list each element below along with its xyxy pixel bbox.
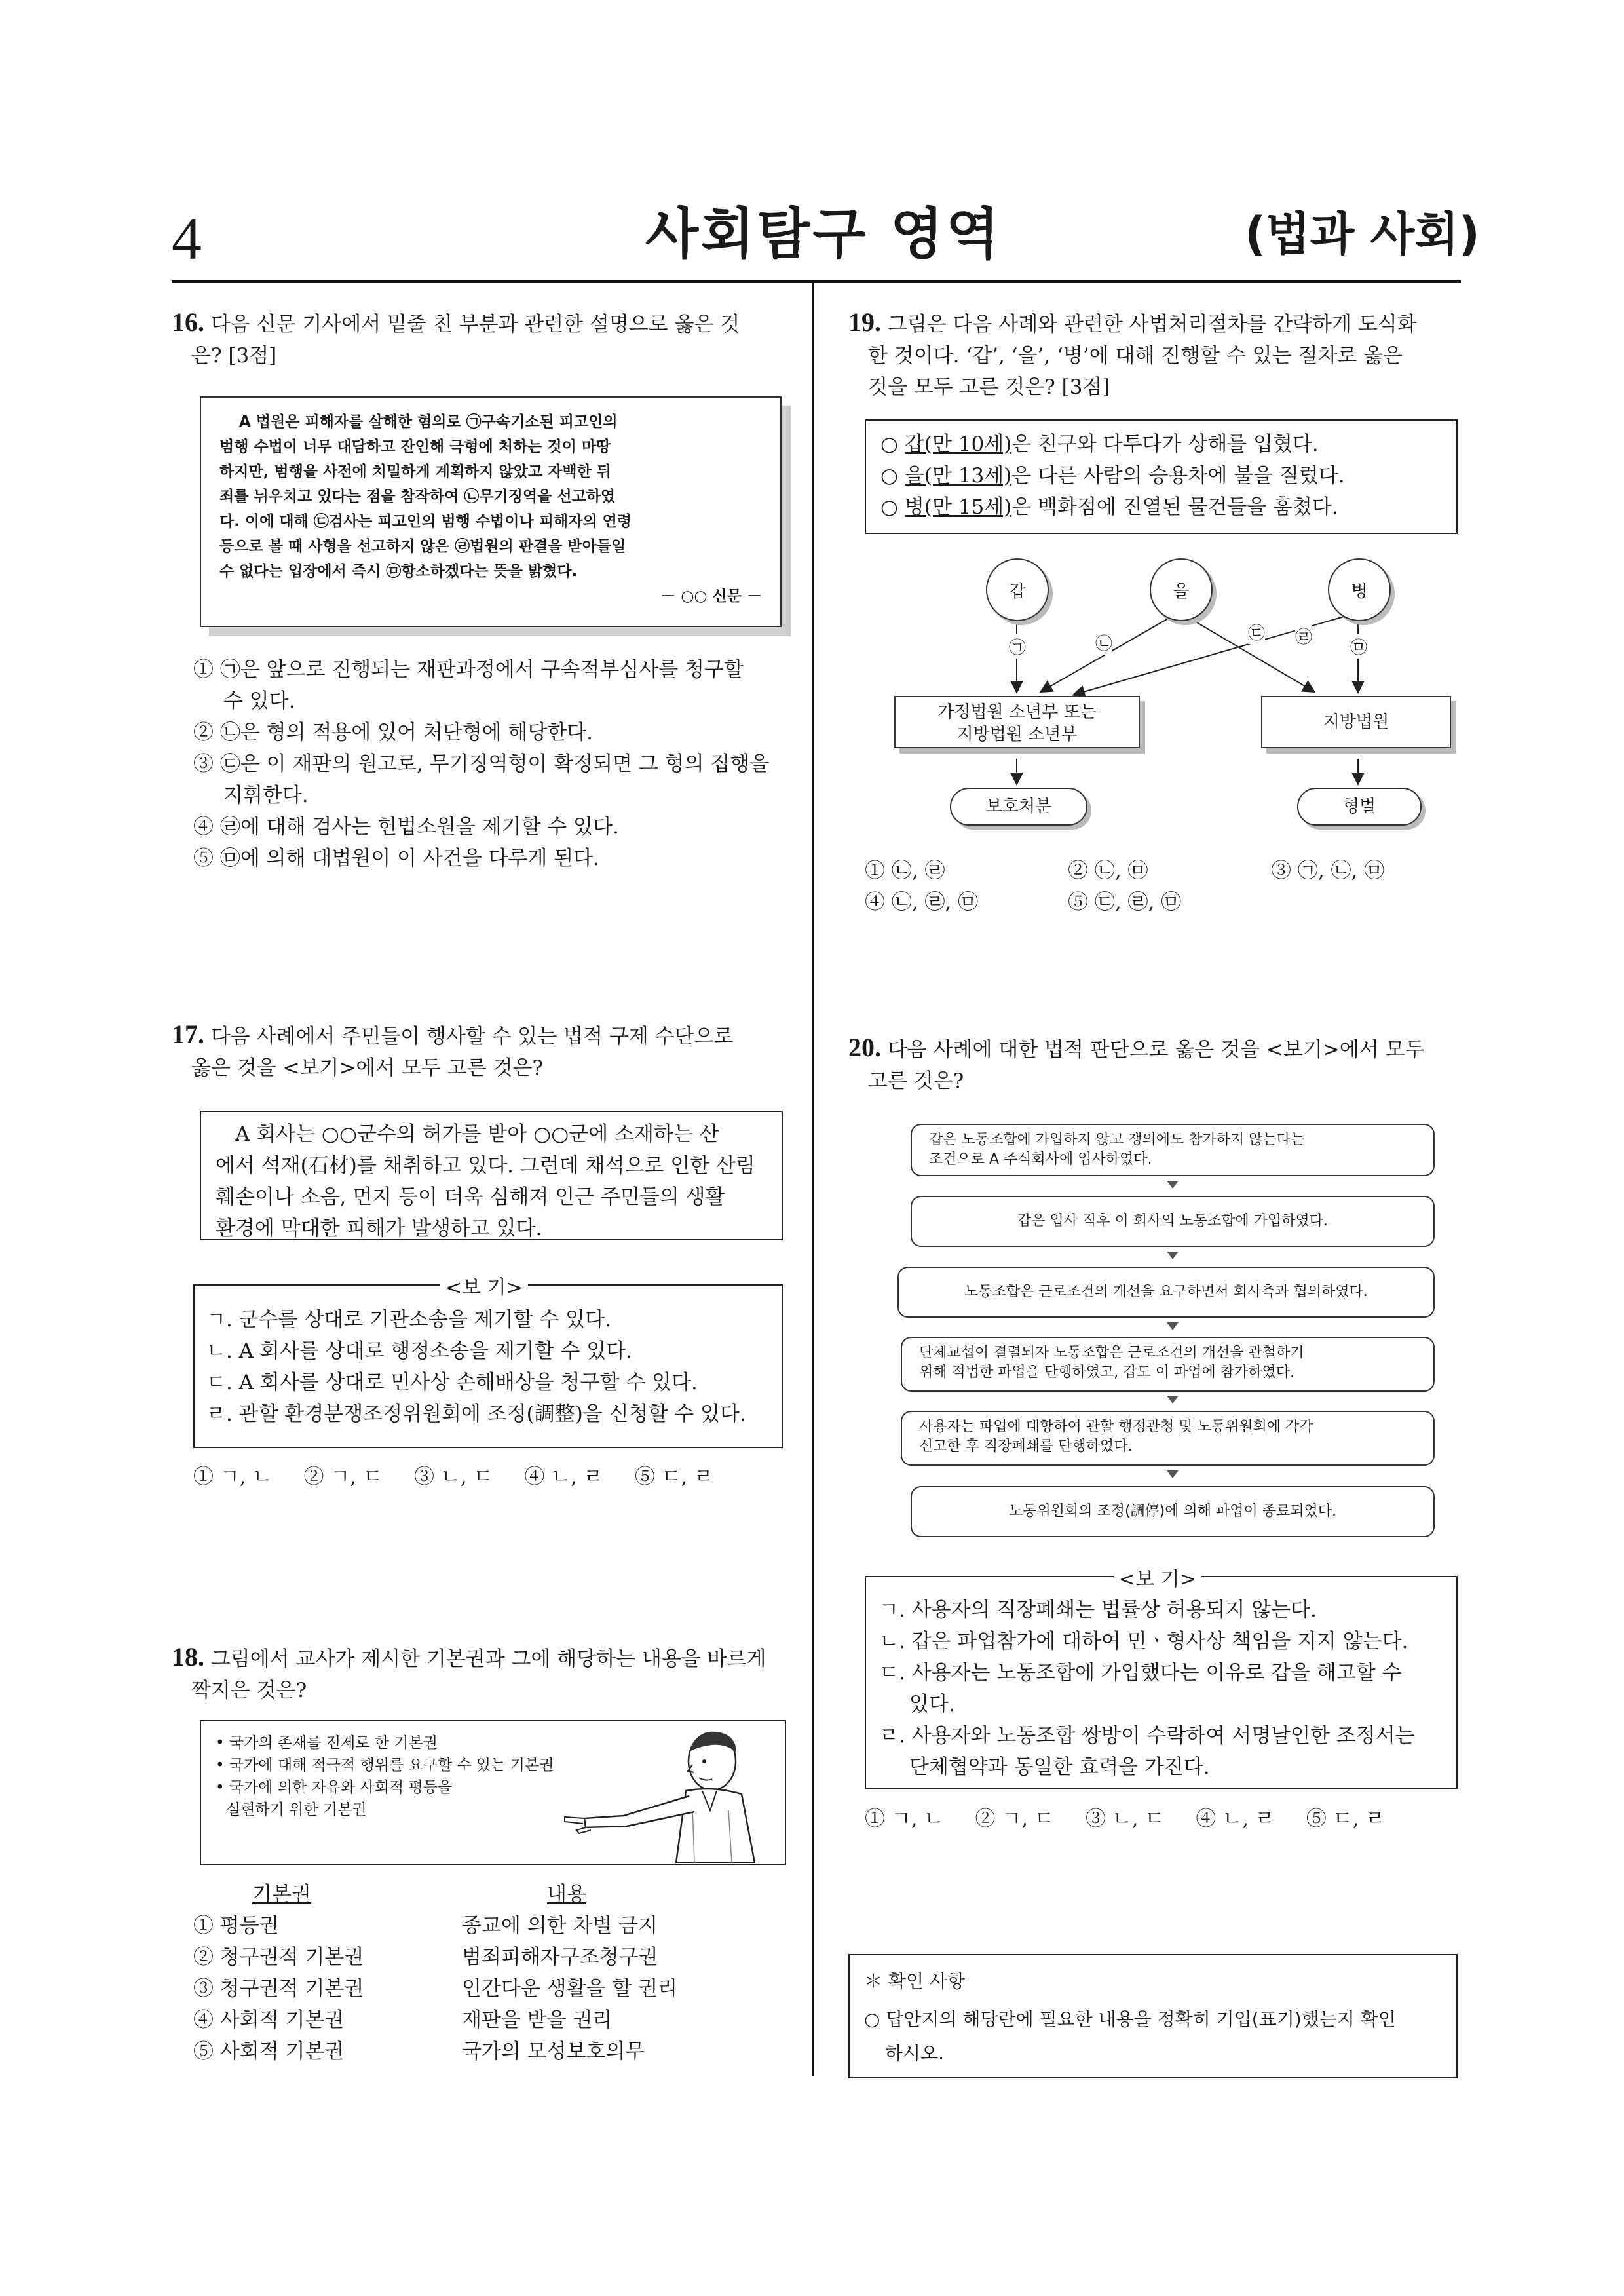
q18-option-5-left: ⑤ 사회적 기본권 — [193, 2040, 345, 2063]
q20-bogi-item: 단체협약과 동일한 효력을 가진다. — [909, 1755, 1210, 1779]
q17-answer-2[interactable]: ② ㄱ, ㄷ — [303, 1465, 383, 1489]
q18-option-1[interactable] — [193, 1910, 796, 1942]
q19-answer-3[interactable]: ③ ㉠, ㉡, ㉤ — [1271, 859, 1385, 883]
q20-flow-4-line2: 위해 적법한 파업을 단행하였고, 갑도 이 파업에 참가하였다. — [919, 1364, 1294, 1381]
q18-option-4-right: 재판을 받을 권리 — [462, 2008, 613, 2032]
q16-article-line: 등으로 볼 때 사형을 선고하지 않은 ㉣법원의 판결을 받아들일 — [219, 538, 626, 555]
q19-case-2: ○ 을(만 13세)은 다른 사람의 승용차에 불을 질렀다. — [880, 464, 1345, 488]
node-byeong: 병 — [1328, 558, 1391, 621]
q20-flow-step-6: 노동위원회의 조정(調停)에 의해 파업이 종료되었다. — [911, 1486, 1435, 1537]
q18-col-header-right: 내용 — [547, 1883, 586, 1906]
court-left-line1: 가정법원 소년부 또는 — [937, 702, 1097, 722]
q20-flow-5-line2: 신고한 후 직장폐쇄를 단행하였다. — [919, 1438, 1133, 1455]
q18-col-header-left: 기본권 — [252, 1883, 311, 1906]
mark-4: ㉣ — [1295, 624, 1312, 648]
q18-option-2-right: 범죄피해자구조청구권 — [462, 1945, 658, 1969]
q16-option-2[interactable]: ② ㉡은 형의 적용에 있어 처단형에 해당한다. — [193, 721, 594, 744]
q18-option-3-left: ③ 청구권적 기본권 — [193, 1977, 364, 2000]
q16-article-line: 죄를 뉘우치고 있다는 점을 참작하여 ㉡무기징역을 선고하였 — [219, 488, 616, 505]
result-protective-disposition: 보호처분 — [950, 788, 1087, 826]
q19-answers-row2 — [865, 887, 1454, 918]
q16-article-line: 범행 수법이 너무 대담하고 잔인해 극형에 처하는 것이 마땅 — [219, 438, 611, 455]
q16-source: － ○○ 신문 － — [660, 588, 762, 605]
q17-case-line: A 회사는 ○○군수의 허가를 받아 ○○군에 소재하는 산 — [235, 1122, 719, 1146]
q20-answer-5[interactable]: ⑤ ㄷ, ㄹ — [1306, 1807, 1386, 1831]
q18-option-5[interactable] — [193, 2036, 796, 2067]
q19-case-3: ○ 병(만 15세)은 백화점에 진열된 물건들을 훔쳤다. — [880, 495, 1338, 519]
q20-flow-step-2: 갑은 입사 직후 이 회사의 노동조합에 가입하였다. — [911, 1196, 1435, 1247]
q17-bogi-item: ㄷ. A 회사를 상대로 민사상 손해배상을 청구할 수 있다. — [206, 1371, 698, 1394]
q20-bogi-item: 있다. — [909, 1693, 955, 1716]
result-punishment: 형벌 — [1297, 788, 1422, 826]
q20-flow-4-line1: 단체교섭이 결렬되자 노동조합은 근로조건의 개선을 관철하기 — [919, 1345, 1304, 1361]
q18-stem-line1: 그림에서 교사가 제시한 기본권과 그에 해당하는 내용을 바르게 — [210, 1647, 766, 1671]
q18-bullet: • 국가의 존재를 전제로 한 기본권 — [216, 1734, 438, 1751]
q17-answers — [193, 1461, 796, 1493]
q20-flow-step-3: 노동조합은 근로조건의 개선을 요구하면서 회사측과 협의하였다. — [897, 1267, 1435, 1318]
q20-bogi-item: ㄷ. 사용자는 노동조합에 가입했다는 이유로 갑을 해고할 수 — [879, 1661, 1402, 1685]
q20-flow-1-line1: 갑은 노동조합에 가입하지 않고 쟁의에도 참가하지 않는다는 — [929, 1132, 1305, 1148]
q19-stem-line3: 것을 모두 고른 것은? [3점] — [868, 375, 1110, 399]
q17-stem — [172, 1019, 787, 1084]
q17-stem-line2: 옳은 것을 <보기>에서 모두 고른 것은? — [191, 1056, 544, 1080]
q17-case-box — [200, 1111, 783, 1240]
q20-bogi-item: ㄹ. 사용자와 노동조합 쌍방이 수락하여 서명날인한 조정서는 — [879, 1724, 1415, 1748]
q18-bullet: 실현하기 위한 기본권 — [226, 1801, 367, 1818]
q17-bogi-label: <보 기> — [440, 1271, 528, 1300]
notice-line2: 하시오. — [885, 2042, 945, 2064]
q20-number: 20. — [848, 1033, 881, 1062]
q19-stem-line2: 한 것이다. ‘갑’, ‘을’, ‘병’에 대해 진행할 수 있는 절차로 옳은 — [868, 344, 1403, 368]
q18-bullet: • 국가에 대해 적극적 행위를 요구할 수 있는 기본권 — [216, 1757, 554, 1774]
q17-bogi-item: ㄹ. 관할 환경분쟁조정위원회에 조정(調整)을 신청할 수 있다. — [206, 1402, 746, 1426]
q16-number: 16. — [172, 307, 204, 337]
q20-answer-2[interactable]: ② ㄱ, ㄷ — [975, 1807, 1054, 1831]
q18-option-2[interactable] — [193, 1942, 796, 1973]
q18-option-3-right: 인간다운 생활을 할 권리 — [462, 1977, 678, 2000]
q20-answer-1[interactable]: ① ㄱ, ㄴ — [865, 1807, 944, 1831]
q20-flow-1-line2: 조건으로 A 주식회사에 입사하였다. — [929, 1151, 1152, 1168]
q20-flow-step-4 — [901, 1337, 1435, 1392]
q20-flow-step-5 — [901, 1411, 1435, 1466]
q17-case-line: 에서 석재(石材)를 채취하고 있다. 그런데 채석으로 인한 산림 — [216, 1154, 755, 1177]
q17-answer-5[interactable]: ⑤ ㄷ, ㄹ — [634, 1465, 714, 1489]
q20-answers — [865, 1803, 1454, 1835]
subject-subtitle: (법과 사회) — [1245, 207, 1480, 261]
q16-article-line: 다. 이에 대해 ㉢검사는 피고인의 범행 수법이나 피해자의 연령 — [219, 513, 632, 530]
q19-answer-1[interactable]: ① ㉡, ㉣ — [865, 859, 945, 883]
flow-arrow — [1167, 1181, 1179, 1189]
q17-number: 17. — [172, 1020, 204, 1049]
notice-line1: ○ 답안지의 해당란에 필요한 내용을 정확히 기입(표기)했는지 확인 — [864, 2008, 1396, 2030]
q16-options — [193, 654, 796, 874]
q16-option-3[interactable]: ③ ㉢은 이 재판의 원고로, 무기징역형이 확정되면 그 형의 집행을 — [193, 752, 770, 776]
q19-stem-line1: 그림은 다음 사례와 관련한 사법처리절차를 간략하게 도식화 — [887, 313, 1417, 336]
q18-option-4[interactable] — [193, 2004, 796, 2036]
q20-answer-3[interactable]: ③ ㄴ, ㄷ — [1085, 1807, 1165, 1831]
q19-answer-2[interactable]: ② ㉡, ㉤ — [1068, 859, 1148, 883]
column-divider — [812, 283, 814, 2076]
q17-bogi-item: ㄴ. A 회사를 상대로 행정소송을 제기할 수 있다. — [206, 1339, 633, 1363]
court-left-line2: 지방법원 소년부 — [956, 725, 1078, 744]
q18-number: 18. — [172, 1642, 204, 1672]
q19-answer-5[interactable]: ⑤ ㉢, ㉣, ㉤ — [1068, 890, 1182, 914]
q16-option-5[interactable]: ⑤ ㉤에 의해 대법원이 이 사건을 다루게 된다. — [193, 847, 599, 870]
q18-option-5-right: 국가의 모성보호의무 — [462, 2040, 645, 2063]
flow-arrow — [1167, 1322, 1179, 1330]
q17-answer-3[interactable]: ③ ㄴ, ㄷ — [413, 1465, 493, 1489]
q19-answers-row1 — [865, 855, 1454, 887]
q16-stem — [172, 307, 787, 372]
q19-stem — [848, 307, 1464, 403]
q18-options-table — [193, 1879, 796, 2067]
q20-bogi-box — [865, 1576, 1458, 1789]
q16-option-3-cont: 지휘한다. — [223, 784, 309, 807]
q16-option-1-cont: 수 있다. — [223, 689, 295, 713]
q18-bullet: • 국가에 의한 자유와 사회적 평등을 — [216, 1779, 453, 1796]
q20-stem — [848, 1032, 1464, 1097]
q19-case-1: ○ 갑(만 10세)은 친구와 다투다가 상해를 입혔다. — [880, 432, 1319, 456]
q16-article-line: A 법원은 피해자를 살해한 혐의로 ㉠구속기소된 피고인의 — [239, 413, 618, 430]
q18-option-1-left: ① 평등권 — [193, 1914, 279, 1938]
q18-option-2-left: ② 청구권적 기본권 — [193, 1945, 364, 1969]
q20-bogi-item: ㄱ. 사용자의 직장폐쇄는 법률상 허용되지 않는다. — [879, 1598, 1317, 1622]
q17-answer-4[interactable]: ④ ㄴ, ㄹ — [524, 1465, 603, 1489]
flow-arrow — [1167, 1396, 1179, 1404]
court-family-juvenile — [894, 696, 1140, 748]
q18-option-3[interactable] — [193, 1973, 796, 2004]
q16-stem-line1: 다음 신문 기사에서 밑줄 친 부분과 관련한 설명으로 옳은 것 — [210, 313, 740, 336]
q16-option-4[interactable]: ④ ㉣에 대해 검사는 헌법소원을 제기할 수 있다. — [193, 815, 619, 839]
flow-arrow — [1167, 1470, 1179, 1478]
q17-stem-line1: 다음 사례에서 주민들이 행사할 수 있는 법적 구제 수단으로 — [210, 1025, 734, 1048]
q16-article-line: 하지만, 범행을 사전에 치밀하게 계획하지 않았고 자백한 뒤 — [219, 463, 612, 480]
q20-bogi-label: <보 기> — [1114, 1563, 1201, 1592]
mark-3: ㉢ — [1248, 620, 1265, 644]
q20-flow-5-line1: 사용자는 파업에 대항하여 관할 행정관청 및 노동위원회에 각각 — [919, 1419, 1313, 1435]
q20-flow-step-1 — [911, 1124, 1435, 1176]
notice-box — [848, 1954, 1458, 2078]
q18-option-1-right: 종교에 의한 차별 금지 — [462, 1914, 658, 1938]
q17-case-line: 훼손이나 소음, 먼지 등이 더욱 심해져 인근 주민들의 생활 — [216, 1185, 725, 1209]
q17-bogi-box — [193, 1284, 783, 1448]
mark-2: ㉡ — [1095, 630, 1112, 655]
subject-title: 사회탐구 영역 — [645, 202, 1002, 266]
q20-stem-line1: 다음 사례에 대한 법적 판단으로 옳은 것을 <보기>에서 모두 — [887, 1038, 1425, 1062]
q20-answer-4[interactable]: ④ ㄴ, ㄹ — [1196, 1807, 1275, 1831]
q18-stem — [172, 1641, 787, 1706]
teacher-illustration — [545, 1725, 781, 1863]
q17-bogi-item: ㄱ. 군수를 상대로 기관소송을 제기할 수 있다. — [206, 1308, 611, 1331]
q16-article-line: 수 없다는 입장에서 즉시 ㉤항소하겠다는 뜻을 밝혔다. — [219, 563, 578, 580]
q16-stem-line2: 은? [3점] — [191, 344, 277, 368]
header-rule — [172, 280, 1461, 283]
q19-case-box — [865, 419, 1458, 534]
q17-case-line: 환경에 막대한 피해가 발생하고 있다. — [216, 1217, 542, 1240]
court-district: 지방법원 — [1261, 696, 1451, 748]
page-number: 4 — [172, 205, 202, 272]
q18-option-4-left: ④ 사회적 기본권 — [193, 2008, 345, 2032]
q19-procedure-diagram — [852, 550, 1467, 865]
q19-answer-4[interactable]: ④ ㉡, ㉣, ㉤ — [865, 890, 979, 914]
q20-stem-line2: 고른 것은? — [868, 1069, 964, 1093]
q16-option-1[interactable]: ① ㉠은 앞으로 진행되는 재판과정에서 구속적부심사를 청구할 — [193, 658, 744, 681]
q17-answer-1[interactable]: ① ㄱ, ㄴ — [193, 1465, 273, 1489]
notice-title: ＊ 확인 사항 — [864, 1970, 965, 1992]
node-gap: 갑 — [986, 558, 1049, 621]
node-eul: 을 — [1150, 558, 1213, 621]
mark-5: ㉤ — [1350, 634, 1367, 659]
q18-stem-line2: 짝지은 것은? — [191, 1679, 307, 1702]
q20-bogi-item: ㄴ. 갑은 파업참가에 대하여 민ㆍ형사상 책임을 지지 않는다. — [879, 1630, 1408, 1653]
mark-1: ㉠ — [1009, 634, 1026, 659]
flow-arrow — [1167, 1252, 1179, 1259]
q16-news-article — [200, 396, 782, 627]
q19-number: 19. — [848, 307, 881, 337]
q18-teacher-figure — [200, 1720, 786, 1866]
